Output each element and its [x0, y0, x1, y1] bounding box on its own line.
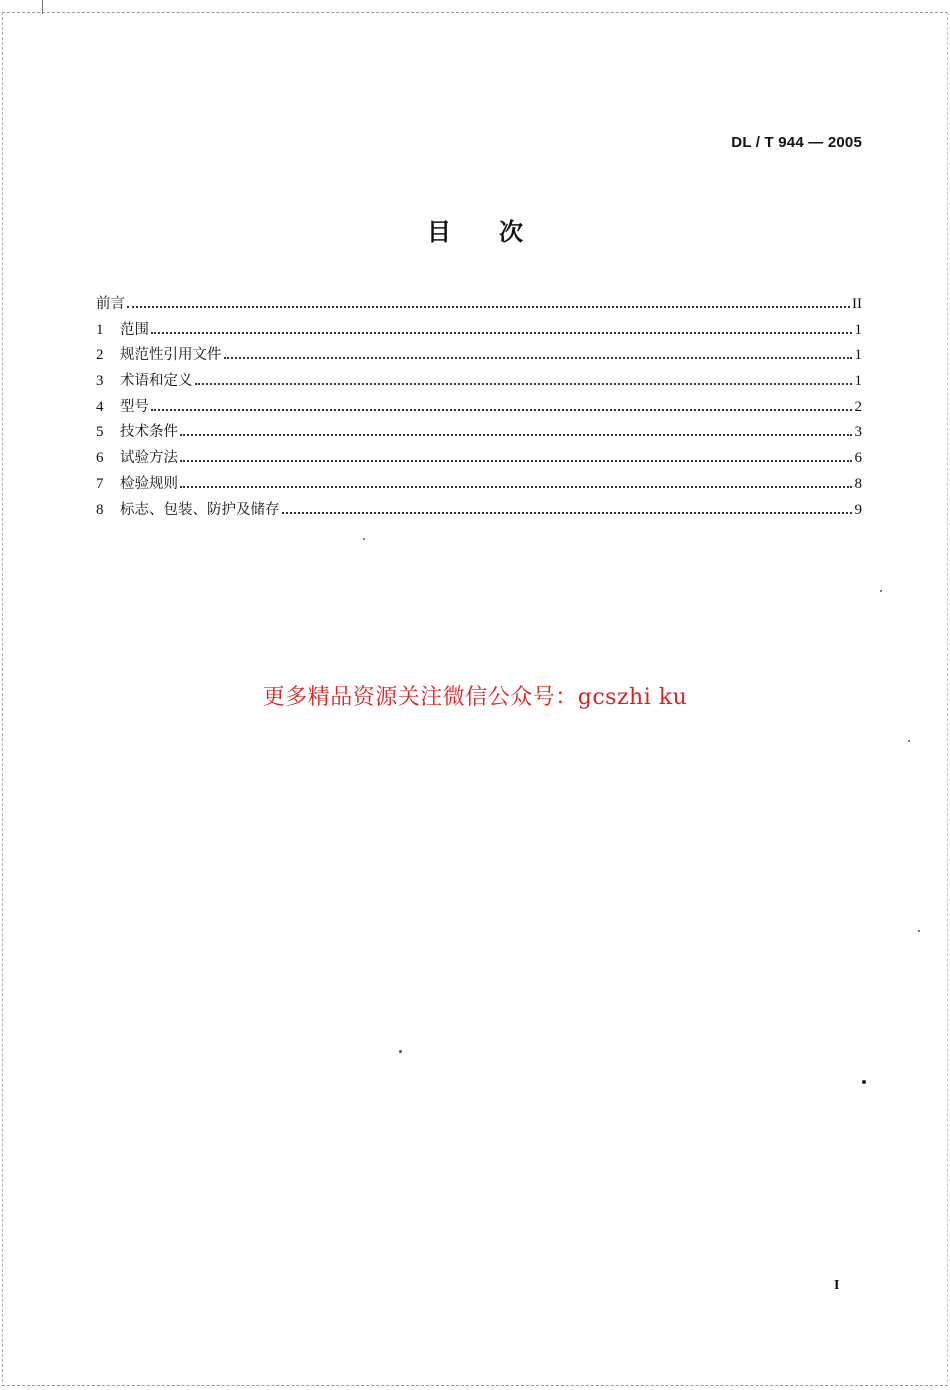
toc-entry-number: 4 [96, 398, 104, 415]
toc-entry-page: II [852, 296, 862, 312]
toc-entry-label: 技术条件 [120, 424, 178, 441]
toc-entry-label: 检验规则 [120, 475, 178, 492]
toc-entry-number: 8 [96, 501, 104, 518]
toc-entry-6[interactable] [96, 446, 862, 472]
toc-entry-label: 试验方法 [120, 450, 178, 467]
toc-entry-1[interactable] [96, 318, 862, 344]
page-number: I [834, 1278, 840, 1293]
toc-entry-page: 2 [854, 398, 862, 415]
toc-entry-3[interactable] [96, 369, 862, 395]
toc-dot-leader [151, 408, 852, 411]
toc-dot-leader [180, 433, 852, 436]
scan-tick-mark [42, 0, 43, 14]
toc-entry-number: 1 [96, 321, 104, 338]
toc-entry-7[interactable] [96, 472, 862, 498]
page-border-top [2, 12, 948, 13]
toc-entry-page: 1 [854, 347, 862, 364]
scan-speck [918, 930, 920, 932]
toc-entry-label: 标志、包装、防护及储存 [120, 501, 280, 518]
toc-dot-leader [180, 459, 852, 462]
toc-entry-label: 范围 [120, 321, 149, 338]
toc-entry-label: 前言 [96, 296, 125, 312]
toc-dot-leader [180, 485, 852, 488]
toc-entry-5[interactable] [96, 420, 862, 446]
scan-speck [363, 538, 365, 540]
toc-entry-number: 5 [96, 424, 104, 441]
toc-entry-number: 6 [96, 450, 104, 467]
toc-dot-leader [195, 382, 853, 385]
toc-dot-leader [127, 305, 850, 308]
scan-speck [399, 1050, 402, 1053]
toc-entry-2[interactable] [96, 343, 862, 369]
toc-entry-4[interactable] [96, 395, 862, 421]
standard-code: DL / T 944 — 2005 [731, 134, 862, 151]
toc-entry-label: 术语和定义 [120, 373, 193, 390]
toc-entry-label: 型号 [120, 398, 149, 415]
watermark-promo-text: 更多精品资源关注微信公众号：gcszhi ku [262, 685, 688, 710]
toc-title: 目次 [427, 218, 571, 246]
toc-entry-page: 1 [854, 373, 862, 390]
toc-entry-page: 6 [854, 450, 862, 467]
toc-dot-leader [224, 356, 853, 359]
toc-dot-leader [282, 511, 853, 514]
toc-entry-number: 3 [96, 373, 104, 390]
toc-entry-8[interactable] [96, 498, 862, 524]
toc-entry-preface[interactable] [96, 292, 862, 318]
toc-entry-number: 2 [96, 347, 104, 364]
scan-speck [908, 740, 910, 742]
toc-dot-leader [151, 331, 852, 334]
scan-speck [880, 590, 882, 592]
toc-entry-page: 1 [854, 321, 862, 338]
toc-entry-page: 9 [854, 501, 862, 518]
page-border-bottom [2, 1385, 948, 1386]
toc-entry-page: 8 [854, 475, 862, 492]
toc-list [96, 292, 862, 523]
toc-entry-label: 规范性引用文件 [120, 347, 222, 364]
toc-entry-number: 7 [96, 475, 104, 492]
scan-speck [862, 1080, 866, 1084]
toc-entry-page: 3 [854, 424, 862, 441]
